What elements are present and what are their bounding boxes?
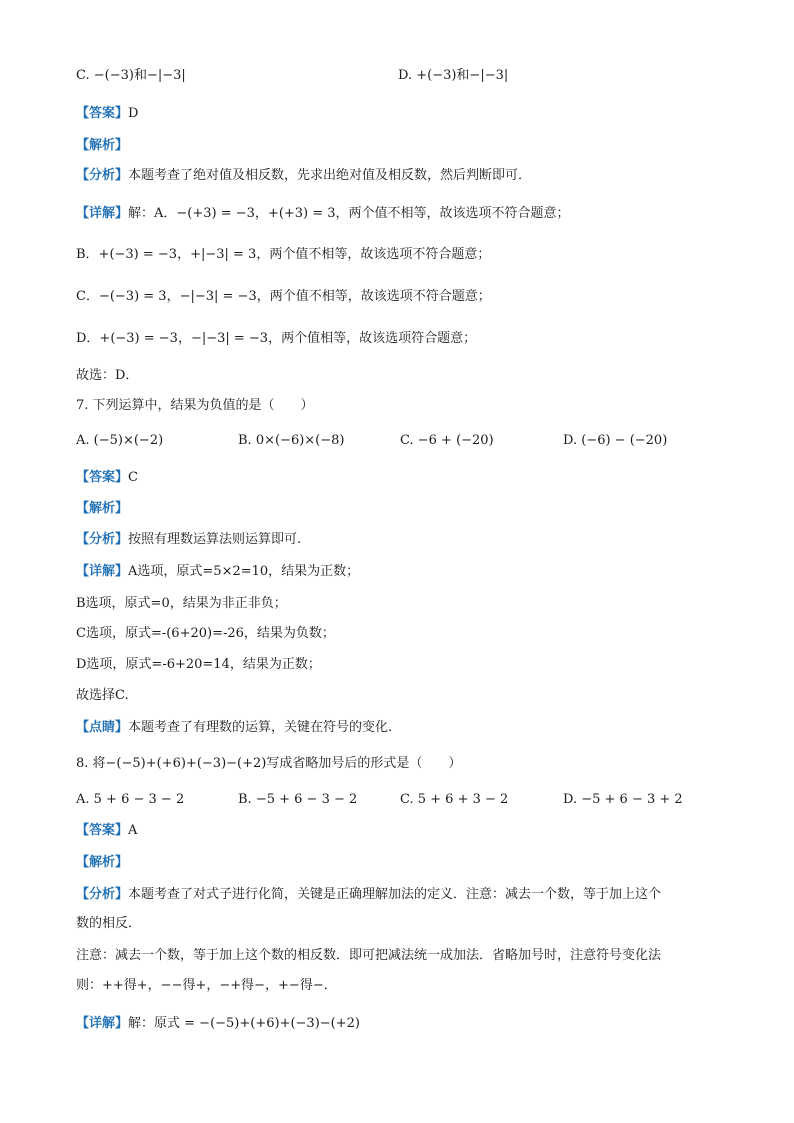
q7-fenxi [76,530,301,550]
q8-option-a: A. 5 + 6 − 3 − 2 [76,792,185,807]
answer-value: A [128,823,138,838]
q6-option-c: C. −(−3)和−|−3| [76,68,186,83]
answer-value: D [128,106,139,121]
q6-xiangjie-d: D．+(−3) = −3，−|−3| = −3，两个值相等，故该选项符合题意； [76,331,477,346]
q8-xiangjie [76,1014,360,1034]
q7-option-c: C. −6 + (−20) [400,433,494,448]
q7-option-d: D. (−6) − (−20) [563,433,668,448]
answer-tag: 【答案】 [76,470,129,485]
q8-option-d: D. −5 + 6 − 3 + 2 [563,792,683,807]
q7-xiangjie-a [76,562,359,582]
q6-option-d: D. +(−3)和−|−3| [398,68,509,83]
q6-conclusion: 故选：D． [76,368,139,383]
xiangjie-text: 解：原式 = −(−5)+(+6)+(−3)−(+2) [128,1016,360,1031]
q8-option-b: B. −5 + 6 − 3 − 2 [238,792,358,807]
q7-jiexi [76,499,128,519]
q6-xiangjie-b: B．+(−3) = −3，+|−3| = 3，两个值不相等，故该选项不符合题意； [76,247,491,262]
jiexi-tag: 【解析】 [76,855,129,870]
dianjing-tag: 【点睛】 [76,720,129,735]
q8-fenxi-2: 数的相反． [76,916,142,931]
jiexi-tag: 【解析】 [76,501,129,516]
q7-conclusion: 故选择C. [76,688,129,703]
q8-option-c: C. 5 + 6 + 3 − 2 [400,792,509,807]
answer-tag: 【答案】 [76,106,129,121]
q7-xiangjie-b: B选项，原式=0，结果为非正非负； [76,596,287,611]
q6-answer [76,104,138,124]
fenxi-tag: 【分析】 [76,168,129,183]
q6-fenxi [76,166,531,186]
jiexi-tag: 【解析】 [76,138,129,153]
fenxi-tag: 【分析】 [76,532,129,547]
fenxi-text: 本题考查了绝对值及相反数，先求出绝对值及相反数，然后判断即可． [128,168,532,183]
fenxi-text: 按照有理数运算法则运算即可. [128,532,302,547]
q8-note-1: 注意：减去一个数，等于加上这个数的相反数．即可把减法统一成加法．省略加号时，注意符号变化法 [76,948,662,963]
q6-jiexi [76,136,128,156]
answer-value: C [128,470,138,485]
q6-xiangjie-c: C．−(−3) = 3，−|−3| = −3，两个值不相等，故该选项不符合题意； [76,289,491,304]
q8-note-2: 则：++得+，−−得+，−+得−，+−得−． [76,978,337,993]
q7-option-a: A. (−5)×(−2) [76,433,164,448]
q7-option-b: B. 0×(−6)×(−8) [238,433,345,448]
q7-xiangjie-c: C选项，原式=-(6+20)=-26，结果为负数； [76,626,335,641]
xiangjie-tag: 【详解】 [76,1016,129,1031]
xiangjie-tag: 【详解】 [76,206,129,221]
xiangjie-line-a: A选项，原式=5×2=10，结果为正数； [128,564,360,579]
q7-xiangjie-d: D选项，原式=-6+20=14，结果为正数； [76,657,321,672]
xiangjie-tag: 【详解】 [76,564,129,579]
dianjing-text: 本题考查了有理数的运算，关键在符号的变化. [128,720,393,735]
q8-stem: 8. 将−(−5)+(+6)+(−3)−(+2)写成省略加号后的形式是（ ） [76,756,462,771]
xiangjie-line-a: 解：A．−(+3) = −3，+(+3) = 3，两个值不相等，故该选项不符合题意； [128,206,570,221]
answer-tag: 【答案】 [76,823,129,838]
q8-jiexi [76,853,128,873]
q8-answer [76,821,137,841]
q8-fenxi [76,885,661,905]
fenxi-tag: 【分析】 [76,887,129,902]
q7-dianjing [76,718,392,738]
fenxi-text-1: 本题考查了对式子进行化简，关键是正确理解加法的定义．注意：减去一个数，等于加上这个 [128,887,662,902]
q6-xiangjie-a [76,204,570,224]
q7-stem: 7. 下列运算中，结果为负值的是（ ） [76,398,314,413]
q7-answer [76,468,138,488]
